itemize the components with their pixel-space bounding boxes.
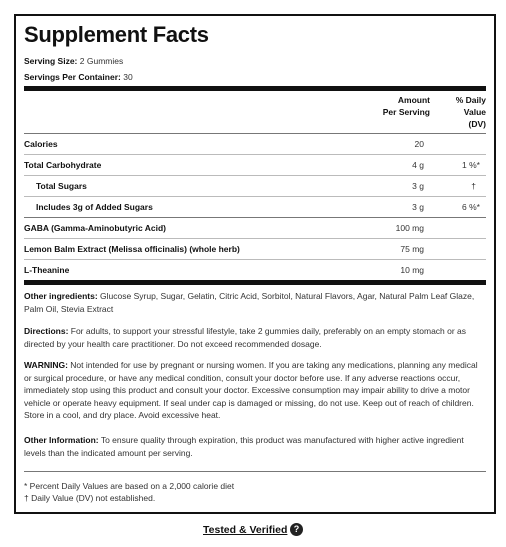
nutrient-row-added-sugars: Includes 3g of Added Sugars 3 g 6 %* [36, 202, 480, 212]
serving-size: Serving Size: 2 Gummies [24, 56, 124, 66]
help-icon[interactable]: ? [290, 523, 303, 536]
nutrient-row-calories: Calories 20 [24, 139, 424, 149]
ingredient-row-gaba: GABA (Gamma-Aminobutyric Acid) 100 mg [24, 223, 424, 233]
thick-divider [24, 280, 486, 285]
warning: WARNING: Not intended for use by pregnant or nursing women. If you are taking any medications, planning any medical or surgical procedure, or have any medical condition, consult your doctor before use. If any adverse reactions occur, immediately stop using this product and consult your doctor. Excessive consumption may impair ability to drive a motor vehicle or operate heavy equipment. If seal under cap is damaged or missing, do not use. Keep out of reach of children. Store in a cool, and dry place. Avoid excessive heat. [24, 360, 478, 420]
panel-title: Supplement Facts [24, 22, 209, 47]
servings-per-container: Servings Per Container: 30 [24, 72, 133, 82]
thick-divider [24, 86, 486, 91]
directions: Directions: For adults, to support your stressful lifestyle, take 2 gummies daily, preferably on an empty stomach or as directed by your health care practitioner. Do not exceed recommended dosage. [24, 326, 467, 349]
footnote-percent-dv: * Percent Daily Values are based on a 2,000 calorie diet [24, 481, 235, 491]
supplement-facts-panel [14, 14, 496, 514]
nutrient-row-carbohydrate: Total Carbohydrate 4 g 1 %* [24, 160, 480, 170]
footnote-divider [24, 471, 486, 472]
ingredient-row-lemon-balm: Lemon Balm Extract (Melissa officinalis) (whole herb) 75 mg [24, 244, 424, 254]
footnote-dv-not-established: † Daily Value (DV) not established. [24, 493, 156, 503]
nutrient-row-total-sugars: Total Sugars 3 g † [36, 181, 476, 191]
ingredient-row-l-theanine: L-Theanine 10 mg [24, 265, 424, 275]
other-ingredients: Other ingredients: Glucose Syrup, Sugar, Gelatin, Citric Acid, Sorbitol, Natural Flavors, Agar, Natural Palm Leaf Glaze, Palm Oil, Stevia Extract [24, 291, 475, 314]
other-information: Other Information: To ensure quality through expiration, this product was manufactured with higher active ingredient levels than the indicated amount per serving. [24, 435, 464, 458]
amount-header: Amount Per Serving [382, 95, 430, 117]
tested-verified-link[interactable]: Tested & Verified [203, 524, 288, 536]
daily-value-header: % Daily Value (DV) [455, 95, 486, 129]
